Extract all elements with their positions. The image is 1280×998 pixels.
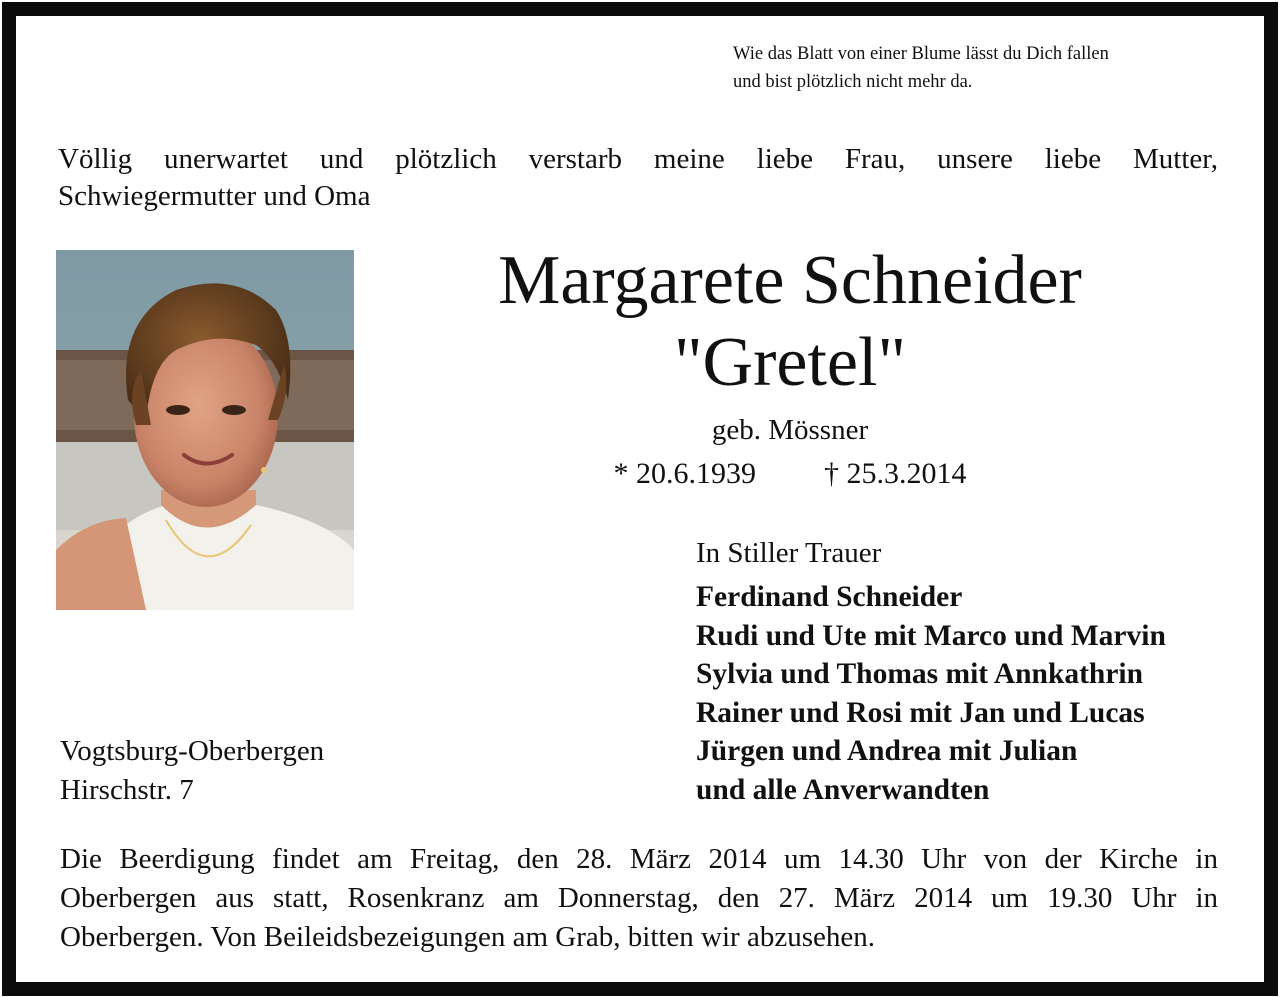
mourning-label: In Stiller Trauer: [696, 537, 882, 569]
birth-date: * 20.6.1939: [613, 457, 756, 490]
mourner-name: Rudi und Ute mit Marco und Marvin: [696, 619, 1166, 652]
deceased-block: [440, 240, 1140, 496]
mourner-name: Ferdinand Schneider: [696, 581, 963, 613]
address-city: Vogtsburg-Oberbergen: [60, 735, 325, 767]
funeral-line-1: Die Beerdigung findet am Freitag, den 28. März 2014 um 14.30 Uhr von der Kirche in: [60, 843, 1218, 875]
funeral-notice: [60, 840, 1218, 957]
motto-line-2: und bist plötzlich nicht mehr da.: [733, 72, 973, 92]
address-block: [60, 732, 324, 809]
intro-text: [58, 141, 1218, 215]
mourner-name: und alle Anverwandten: [696, 773, 990, 806]
birth-name: geb. Mössner: [711, 414, 869, 446]
mourner-name: Rainer und Rosi mit Jan und Lucas: [696, 696, 1145, 729]
funeral-line-3: Oberbergen. Von Beileidsbezeigungen am Grab, bitten wir abzusehen.: [60, 921, 875, 953]
portrait-photo: [56, 250, 354, 610]
life-dates: [440, 452, 1140, 496]
intro-line-1: Völlig unerwartet und plötzlich verstarb meine liebe Frau, unsere liebe Mutter,: [58, 143, 1218, 175]
address-street: Hirschstr. 7: [60, 773, 194, 806]
intro-line-2: Schwiegermutter und Oma: [58, 180, 371, 212]
death-date: † 25.3.2014: [824, 457, 967, 490]
deceased-nickname: "Gretel": [673, 324, 907, 401]
mourner-name: Sylvia und Thomas mit Annkathrin: [696, 658, 1144, 690]
funeral-line-2: Oberbergen aus statt, Rosenkranz am Donnerstag, den 27. März 2014 um 19.30 Uhr in: [60, 882, 1218, 914]
motto-quote: [733, 40, 1109, 96]
mourner-list: [696, 578, 1166, 809]
mourner-name: Jürgen und Andrea mit Julian: [696, 735, 1078, 767]
motto-line-1: Wie das Blatt von einer Blume lässt du Dich fallen: [733, 44, 1109, 64]
deceased-name: Margarete Schneider: [498, 242, 1082, 319]
